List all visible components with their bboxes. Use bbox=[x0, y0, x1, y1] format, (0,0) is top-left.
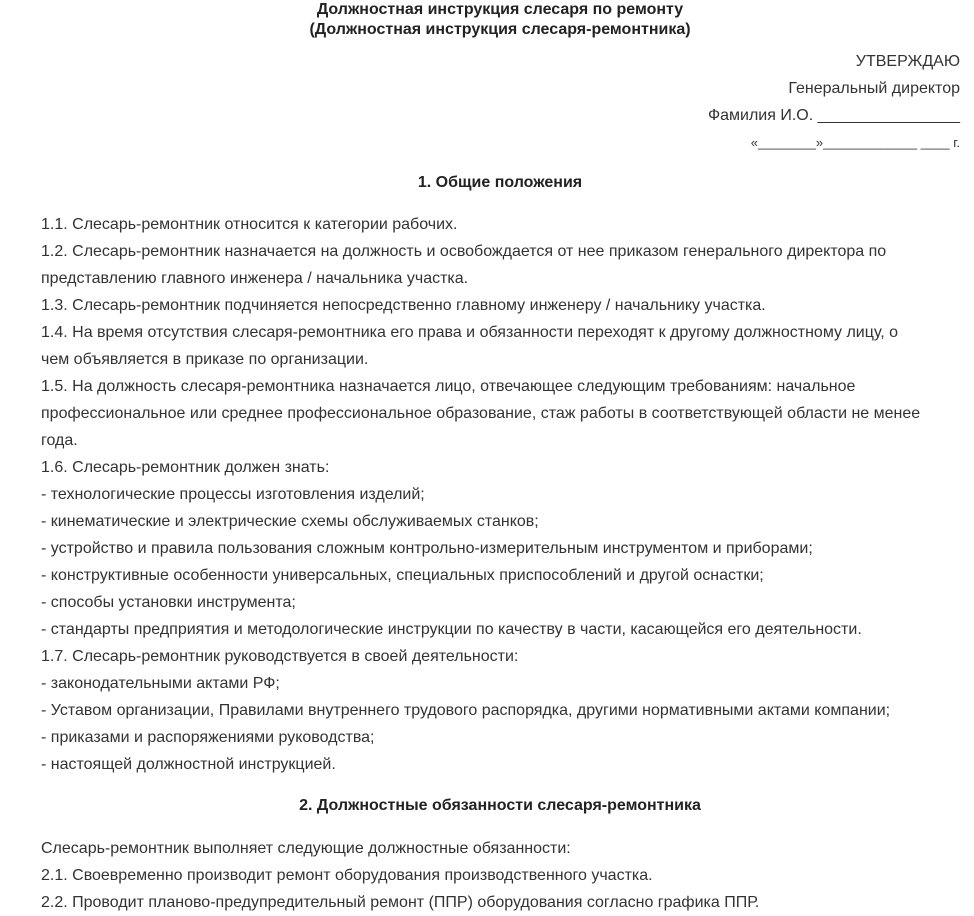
paragraph-line: представлению главного инженера / начальника участка. bbox=[41, 270, 469, 287]
paragraph-line: 2.1. Своевременно производит ремонт оборудования производственного участка. bbox=[41, 867, 653, 884]
approval-approve: УТВЕРЖДАЮ bbox=[855, 53, 960, 70]
paragraph-line: 1.6. Слесарь-ремонтник должен знать: bbox=[41, 459, 330, 476]
approval-date: «________»_____________ ____ г. bbox=[750, 135, 960, 150]
paragraph-line: 1.4. На время отсутствия слесаря-ремонтника его права и обязанности переходят к другому должностному лицу, о bbox=[41, 324, 899, 341]
approval-name: Фамилия И.О. ________________ bbox=[707, 107, 960, 124]
list-item: - стандарты предприятия и методологические инструкции по качеству в части, касающейся его деятельности. bbox=[41, 621, 862, 638]
paragraph-line: 2.2. Проводит планово-предупредительный ремонт (ППР) оборудования согласно графика ППР. bbox=[41, 894, 760, 911]
list-item: - приказами и распоряжениями руководства; bbox=[41, 729, 375, 746]
paragraph-line: 1.3. Слесарь-ремонтник подчиняется непосредственно главному инженеру / начальнику участка. bbox=[41, 297, 766, 314]
document-title-line-2: (Должностная инструкция слесаря-ремонтника) bbox=[309, 21, 691, 38]
list-item: - кинематические и электрические схемы обслуживаемых станков; bbox=[41, 513, 539, 530]
list-item: - конструктивные особенности универсальных, специальных приспособлений и другой оснастки; bbox=[41, 567, 764, 584]
approval-block bbox=[708, 48, 960, 156]
paragraph-line: 1.5. На должность слесаря-ремонтника назначается лицо, отвечающее следующим требованиям: начальное bbox=[41, 378, 856, 395]
paragraph-line: 1.1. Слесарь-ремонтник относится к категории рабочих. bbox=[41, 216, 458, 233]
section-2-heading: 2. Должностные обязанности слесаря-ремонтника bbox=[299, 797, 701, 814]
paragraph-line: 1.2. Слесарь-ремонтник назначается на должность и освобождается от нее приказом генерального директора по bbox=[41, 243, 887, 260]
paragraph-line: чем объявляется в приказе по организации. bbox=[41, 351, 369, 368]
list-item: - законодательными актами РФ; bbox=[41, 675, 280, 692]
list-item: - технологические процессы изготовления изделий; bbox=[41, 486, 425, 503]
list-item: - способы установки инструмента; bbox=[41, 594, 296, 611]
list-item: - настоящей должностной инструкцией. bbox=[41, 756, 336, 773]
section-1-body bbox=[41, 211, 966, 778]
list-item: - Уставом организации, Правилами внутреннего трудового распорядка, другими нормативными актами компании; bbox=[41, 702, 891, 719]
paragraph-line: Слесарь-ремонтник выполняет следующие должностные обязанности: bbox=[41, 840, 571, 857]
paragraph-line: 1.7. Слесарь-ремонтник руководствуется в своей деятельности: bbox=[41, 648, 519, 665]
list-item: - устройство и правила пользования сложным контрольно-измерительным инструментом и приборами; bbox=[41, 540, 813, 557]
section-2-body bbox=[41, 835, 966, 916]
document-title-line-1: Должностная инструкция слесаря по ремонту bbox=[316, 1, 684, 18]
paragraph-line: года. bbox=[41, 432, 78, 449]
approval-position: Генеральный директор bbox=[788, 80, 960, 97]
paragraph-line: профессиональное или среднее профессиональное образование, стаж работы в соответствующей области не менее bbox=[41, 405, 921, 422]
section-1-heading: 1. Общие положения bbox=[417, 174, 583, 191]
